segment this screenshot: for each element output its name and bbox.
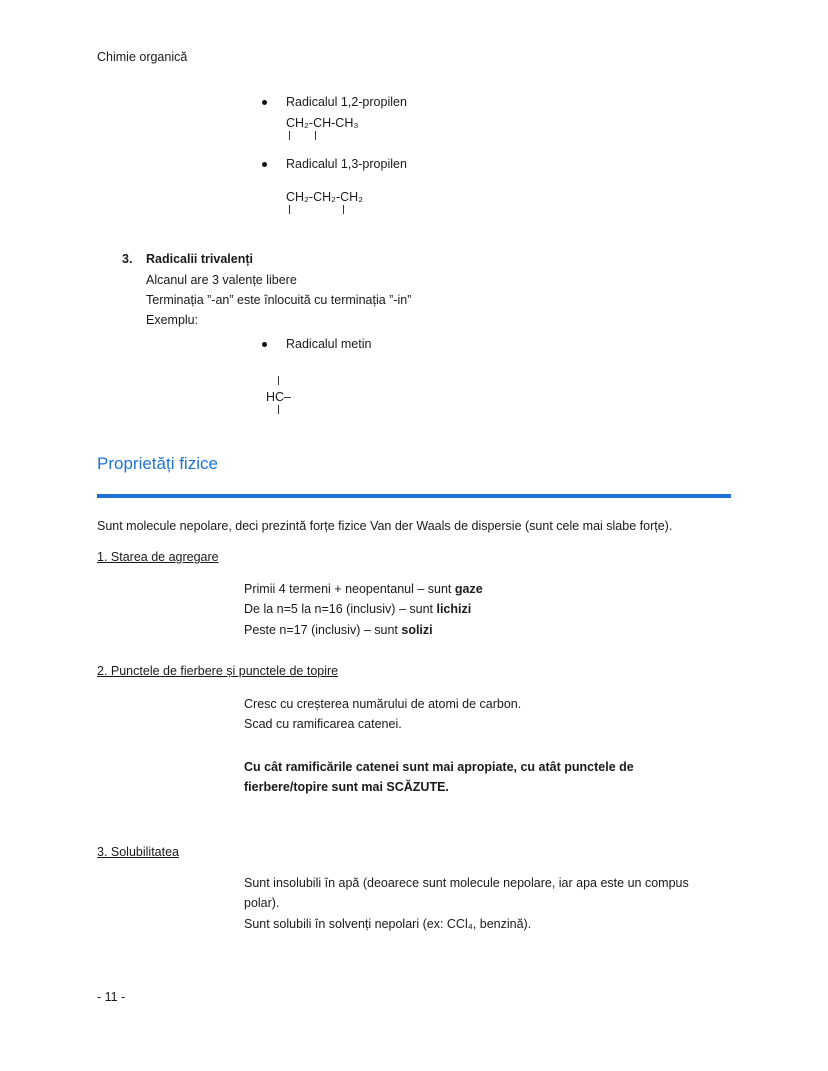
text-line xyxy=(244,601,471,617)
bond-line xyxy=(315,131,316,140)
text-line: Sunt insolubili în apă (deoarece sunt molecule nepolare, iar apa este un compus xyxy=(244,876,689,890)
intro-paragraph: Sunt molecule nepolare, deci prezintă forțe fizice Van der Waals de dispersie (sunt cele mai slabe forțe). xyxy=(97,519,673,533)
subsection-title: 2. Punctele de fierbere și punctele de topire xyxy=(97,664,339,678)
bullet-icon xyxy=(262,162,267,167)
section-heading: Proprietăți fizice xyxy=(97,454,218,473)
page-header: Chimie organică xyxy=(97,50,188,64)
text-line: polar). xyxy=(244,896,280,910)
bond-line xyxy=(289,205,290,214)
section-title: Radicalii trivalenți xyxy=(146,252,253,266)
page-number: - 11 - xyxy=(97,990,126,1004)
text-line xyxy=(244,581,483,597)
bold-text-line: fierbere/topire sunt mai SCĂZUTE. xyxy=(244,780,449,794)
chemical-formula: CH₂-CH-CH₃ xyxy=(286,116,359,130)
text: De la n=5 la n=16 (inclusiv) – sunt xyxy=(244,602,437,616)
bold-text: solizi xyxy=(401,623,433,637)
bold-text-line: Cu cât ramificările catenei sunt mai apropiate, cu atât punctele de xyxy=(244,760,634,774)
list-number: 3. xyxy=(122,252,133,266)
bullet-icon xyxy=(262,342,267,347)
chemical-formula: CH₂-CH₂-CH₂ xyxy=(286,190,364,204)
bond-line xyxy=(289,131,290,140)
text-line: Exemplu: xyxy=(146,313,199,327)
heading-divider xyxy=(97,494,731,498)
list-item-label: Radicalul metin xyxy=(286,337,372,351)
text-line: Terminația ”-an” este înlocuită cu terminația ”-in” xyxy=(146,293,412,307)
subsection-title: 3. Solubilitatea xyxy=(97,845,180,859)
bullet-icon xyxy=(262,100,267,105)
bold-text: gaze xyxy=(454,582,483,596)
bond-line xyxy=(343,205,344,214)
text-line: Scad cu ramificarea catenei. xyxy=(244,717,402,731)
bold-text: lichizi xyxy=(436,602,472,616)
text-line: Sunt solubili în solvenți nepolari (ex: CCl₄, benzină). xyxy=(244,917,532,931)
subsection-title: 1. Starea de agregare xyxy=(97,550,219,564)
text: Primii 4 termeni + neopentanul – sunt xyxy=(244,582,455,596)
bond-line xyxy=(278,376,279,385)
text-line: Alcanul are 3 valențe libere xyxy=(146,273,297,287)
text-line xyxy=(244,622,433,638)
chemical-formula: HC– xyxy=(266,390,292,404)
list-item-label: Radicalul 1,2-propilen xyxy=(286,95,407,109)
text-line: Cresc cu creșterea numărului de atomi de carbon. xyxy=(244,697,522,711)
bond-line xyxy=(278,405,279,414)
text: Peste n=17 (inclusiv) – sunt xyxy=(244,623,402,637)
list-item-label: Radicalul 1,3-propilen xyxy=(286,157,407,171)
